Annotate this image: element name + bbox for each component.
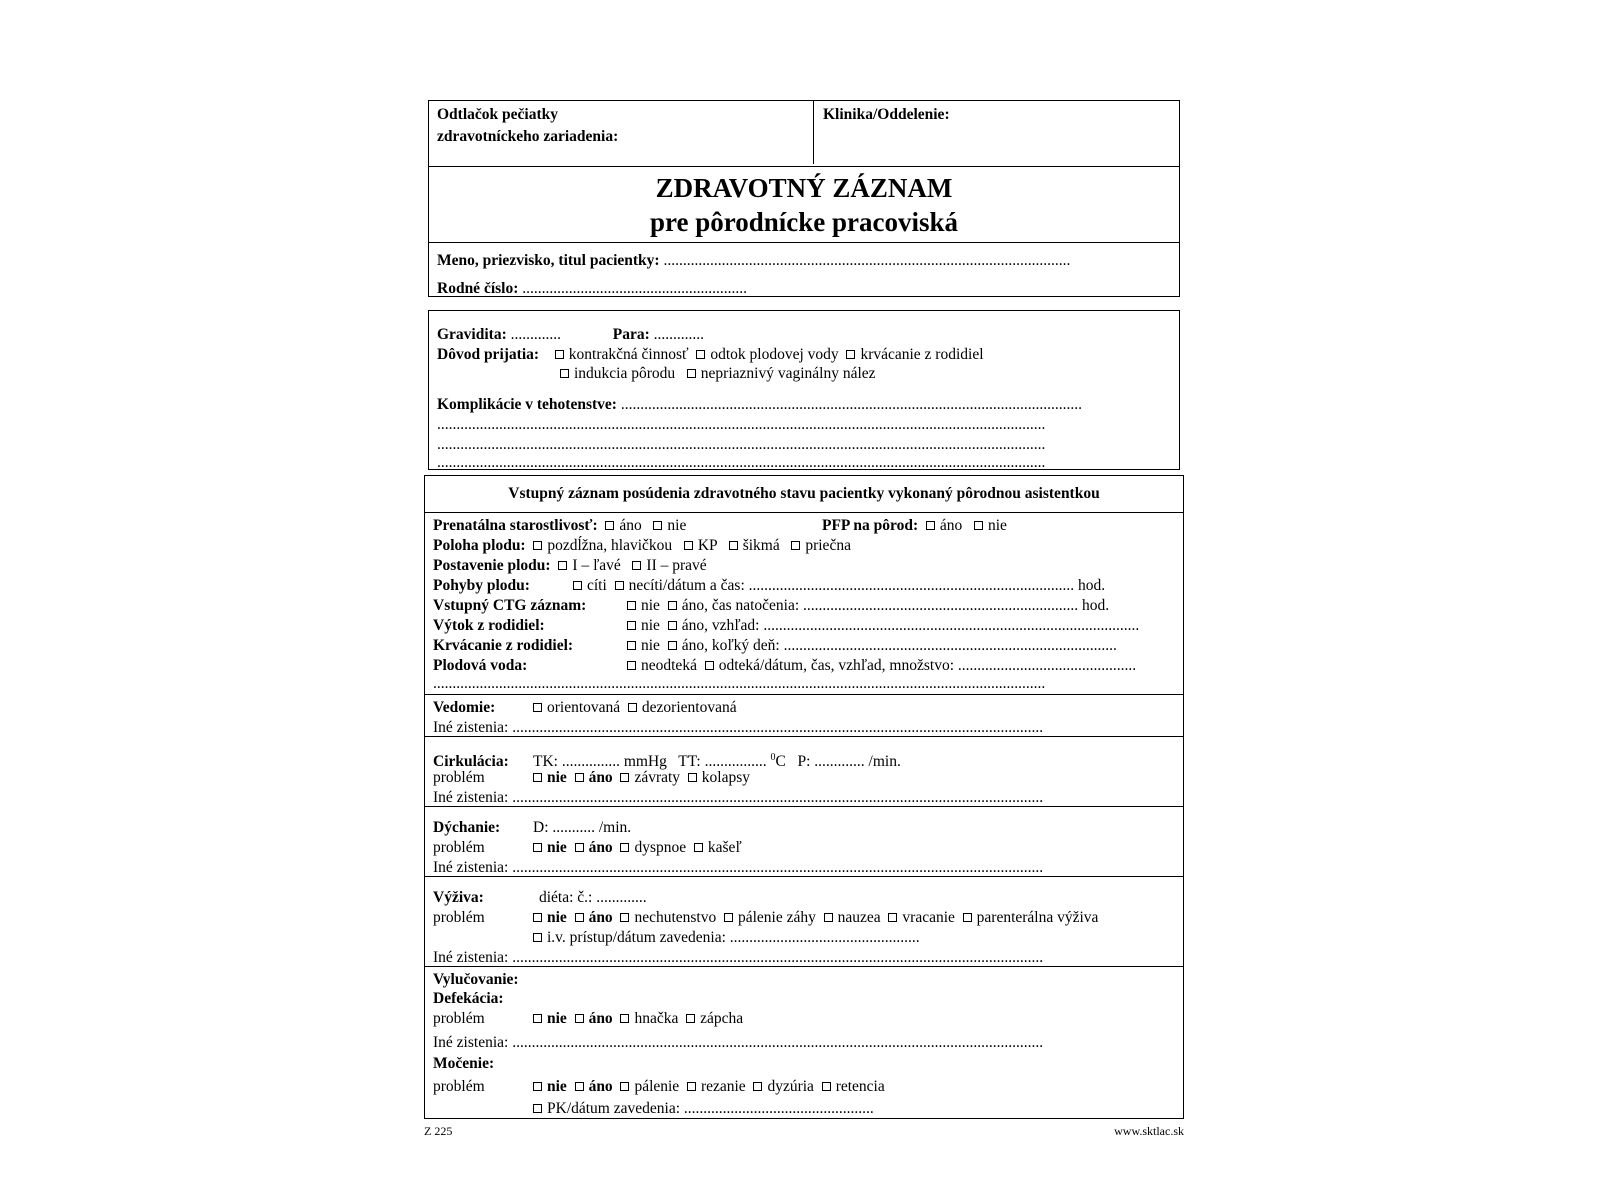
vyziva-problem-row bbox=[433, 908, 1183, 927]
checkbox[interactable] bbox=[620, 843, 629, 852]
checkbox[interactable] bbox=[668, 601, 677, 610]
prenatal-label: Prenatálna starostlivosť: bbox=[433, 517, 598, 534]
vedomie-option: orientovaná bbox=[547, 699, 621, 716]
other-findings-field[interactable]: ......................................................................................................................................... bbox=[512, 859, 1044, 876]
pfp-label: PFP na pôrod: bbox=[822, 517, 919, 534]
plodova-label: Plodová voda: bbox=[433, 657, 528, 674]
checkbox[interactable] bbox=[926, 521, 935, 530]
defekacia-other-row bbox=[433, 1033, 1183, 1052]
vytok-field[interactable]: ................................................................................................. bbox=[763, 617, 1140, 634]
checkbox[interactable] bbox=[575, 843, 584, 852]
pohyby-label: Pohyby plodu: bbox=[433, 577, 530, 594]
checkbox[interactable] bbox=[533, 773, 542, 782]
checkbox[interactable] bbox=[653, 521, 662, 530]
complications-line[interactable]: ............................................................................................................................................................. bbox=[437, 454, 1046, 471]
patient-name-field[interactable]: ......................................................................................................... bbox=[663, 252, 1071, 269]
checkbox[interactable] bbox=[628, 703, 637, 712]
vedomie-option: dezorientovaná bbox=[641, 699, 737, 716]
tt-field[interactable]: TT: ................ bbox=[678, 753, 767, 771]
dych-field[interactable]: D: ........... /min. bbox=[533, 819, 632, 836]
krvacanie-row bbox=[433, 636, 1183, 655]
gravidita-label: Gravidita: bbox=[437, 326, 507, 343]
checkbox[interactable] bbox=[575, 913, 584, 922]
moc-option: pálenie bbox=[634, 1078, 680, 1095]
checkbox[interactable] bbox=[824, 913, 833, 922]
reason-option: odtok plodovej vody bbox=[710, 346, 839, 363]
checkbox[interactable] bbox=[620, 1082, 629, 1091]
option-nie: nie bbox=[987, 517, 1007, 534]
vyziva-label: Výživa: bbox=[433, 889, 484, 906]
option-ano: áno bbox=[939, 517, 963, 534]
vyziva-option: parenterálna výživa bbox=[976, 909, 1099, 926]
reason-label: Dôvod prijatia: bbox=[437, 346, 540, 363]
checkbox[interactable] bbox=[687, 369, 696, 378]
vyziva-option: nechutenstvo bbox=[634, 909, 717, 926]
checkbox[interactable] bbox=[627, 641, 636, 650]
ctg-label: Vstupný CTG záznam: bbox=[433, 597, 587, 614]
vyziva-other-row bbox=[433, 948, 1183, 967]
option-neodteka: neodteká bbox=[641, 657, 697, 674]
complications-row bbox=[437, 395, 1179, 414]
checkbox[interactable] bbox=[687, 1082, 696, 1091]
birth-number-field[interactable]: .......................................................... bbox=[522, 280, 747, 297]
cirk-option: závraty bbox=[634, 769, 681, 786]
option-neciti: necíti/dátum a čas: bbox=[628, 577, 745, 594]
cirkulacia-other-row bbox=[433, 788, 1183, 807]
section-divider bbox=[425, 806, 1183, 807]
tt-unit: C bbox=[775, 753, 786, 771]
checkbox[interactable] bbox=[632, 561, 641, 570]
option-nie: nie bbox=[641, 637, 660, 654]
checkbox[interactable] bbox=[555, 350, 564, 359]
option-ano: áno bbox=[588, 909, 613, 926]
dychanie-problem-row bbox=[433, 838, 1183, 857]
postavenie-option: II – pravé bbox=[646, 557, 707, 574]
checkbox[interactable] bbox=[533, 1104, 542, 1113]
poloha-row bbox=[433, 536, 1183, 555]
reason-option: nepriaznivý vaginálny nález bbox=[700, 365, 876, 382]
pohyby-row bbox=[433, 576, 1183, 595]
checkbox[interactable] bbox=[729, 541, 738, 550]
cirkulacia-label: Cirkulácia: bbox=[433, 753, 509, 771]
other-findings-label: Iné zistenia: bbox=[433, 719, 509, 736]
mocenie-label: Močenie: bbox=[433, 1055, 495, 1072]
other-findings-field[interactable]: ......................................................................................................................................... bbox=[512, 719, 1044, 736]
option-krvacanie-ano: áno, koľký deň: bbox=[681, 637, 780, 654]
option-nie: nie bbox=[547, 909, 567, 926]
option-odteka: odteká/dátum, čas, vzhľad, množstvo: bbox=[718, 657, 954, 674]
header-box bbox=[428, 100, 1180, 297]
section-divider bbox=[425, 876, 1183, 877]
vyziva-option: pálenie záhy bbox=[737, 909, 816, 926]
option-nie: nie bbox=[547, 769, 567, 786]
iv-row bbox=[533, 928, 1183, 947]
cirk-option: kolapsy bbox=[701, 769, 751, 786]
website: www.sktlac.sk bbox=[1114, 1124, 1184, 1138]
checkbox[interactable] bbox=[668, 641, 677, 650]
patient-name-label: Meno, priezvisko, titul pacientky: bbox=[437, 252, 660, 269]
checkbox[interactable] bbox=[533, 843, 542, 852]
assessment-box bbox=[424, 475, 1184, 1119]
dych-option: dyspnoe bbox=[634, 839, 687, 856]
option-nie: nie bbox=[641, 597, 660, 614]
option-ano: áno bbox=[619, 517, 642, 534]
checkbox[interactable] bbox=[575, 1082, 584, 1091]
checkbox[interactable] bbox=[573, 581, 582, 590]
problem-label: problém bbox=[433, 1078, 485, 1095]
krvacanie-field[interactable]: ...................................................................................... bbox=[783, 637, 1117, 654]
reason-option: krvácanie z rodidiel bbox=[860, 346, 984, 363]
mocenie-problem-row bbox=[433, 1077, 1183, 1096]
checkbox[interactable] bbox=[620, 913, 629, 922]
vylucovanie-label: Vylučovanie: bbox=[433, 971, 519, 988]
complications-line[interactable]: ............................................................................................................................................................. bbox=[437, 436, 1046, 453]
stamp-label-2: zdravotníckeho zariadenia: bbox=[437, 128, 619, 145]
section-divider bbox=[425, 512, 1183, 513]
para-field[interactable]: ............. bbox=[653, 326, 705, 343]
iv-field[interactable]: ................................................. bbox=[729, 929, 920, 946]
postavenie-row bbox=[433, 556, 1183, 575]
admission-box bbox=[428, 310, 1180, 470]
checkbox[interactable] bbox=[615, 581, 624, 590]
checkbox[interactable] bbox=[724, 913, 733, 922]
checkbox[interactable] bbox=[533, 913, 542, 922]
section-divider bbox=[425, 736, 1183, 737]
pk-field[interactable]: ................................................. bbox=[683, 1100, 874, 1117]
checkbox[interactable] bbox=[705, 661, 714, 670]
option-ano: áno bbox=[588, 1078, 613, 1095]
pfp-row bbox=[822, 516, 1183, 535]
moc-option: rezanie bbox=[700, 1078, 746, 1095]
krvacanie-label: Krvácanie z rodidiel: bbox=[433, 637, 574, 654]
vedomie-other-row bbox=[433, 718, 1183, 737]
vytok-label: Výtok z rodidiel: bbox=[433, 617, 545, 634]
reason-row-1 bbox=[437, 345, 1179, 364]
reason-row-2 bbox=[560, 364, 1179, 383]
stamp-label-1: Odtlačok pečiatky bbox=[437, 106, 558, 123]
plodova-row bbox=[433, 656, 1183, 675]
checkbox[interactable] bbox=[974, 521, 983, 530]
p-field[interactable]: P: ............. /min. bbox=[797, 753, 901, 771]
checkbox[interactable] bbox=[822, 1082, 831, 1091]
gravidita-field[interactable]: ............. bbox=[510, 326, 561, 343]
vyziva-option: nauzea bbox=[837, 909, 881, 926]
checkbox[interactable] bbox=[558, 561, 567, 570]
pohyby-field[interactable]: .................................................................................... bbox=[748, 577, 1075, 594]
hod-label: hod. bbox=[1078, 577, 1106, 594]
reason-option: indukcia pôrodu bbox=[574, 365, 676, 382]
patient-name-row bbox=[437, 251, 1179, 270]
vyziva-option: vracanie bbox=[902, 909, 955, 926]
complications-line[interactable]: ............................................................................................................................................................. bbox=[437, 416, 1046, 433]
poloha-option: pozdĺžna, hlavičkou bbox=[547, 537, 673, 554]
option-citi: cíti bbox=[587, 577, 607, 594]
def-option: hnačka bbox=[634, 1010, 679, 1027]
checkbox[interactable] bbox=[560, 369, 569, 378]
complications-field[interactable]: ....................................................................................................................... bbox=[620, 396, 1082, 413]
option-vytok-ano: áno, vzhľad: bbox=[681, 617, 760, 634]
other-findings-field[interactable]: ......................................................................................................................................... bbox=[512, 1034, 1044, 1051]
birth-number-label: Rodné číslo: bbox=[437, 280, 519, 297]
pk-row bbox=[533, 1099, 1183, 1118]
checkbox[interactable] bbox=[686, 1014, 695, 1023]
problem-label: problém bbox=[433, 1010, 485, 1027]
checkbox[interactable] bbox=[533, 703, 542, 712]
checkbox[interactable] bbox=[688, 773, 697, 782]
postavenie-label: Postavenie plodu: bbox=[433, 557, 551, 574]
other-findings-label: Iné zistenia: bbox=[433, 1034, 509, 1051]
section-divider bbox=[425, 966, 1183, 967]
page-subtitle: pre pôrodnícke pracoviská bbox=[649, 207, 959, 237]
degree-sup: 0 bbox=[770, 752, 776, 763]
checkbox[interactable] bbox=[620, 1014, 629, 1023]
hod-label: hod. bbox=[1082, 597, 1110, 614]
problem-label: problém bbox=[433, 839, 485, 856]
birth-number-row bbox=[437, 279, 1179, 298]
poloha-option: KP bbox=[697, 537, 718, 554]
postavenie-option: I – ľavé bbox=[572, 557, 621, 574]
ctg-row bbox=[433, 596, 1183, 615]
poloha-label: Poloha plodu: bbox=[433, 537, 526, 554]
vytok-row bbox=[433, 616, 1183, 635]
header-hline-2 bbox=[429, 242, 1179, 243]
def-option: zápcha bbox=[700, 1010, 744, 1027]
problem-label: problém bbox=[433, 909, 485, 926]
tk-field[interactable]: TK: ............... mmHg bbox=[533, 753, 667, 771]
other-findings-field[interactable]: ......................................................................................................................................... bbox=[512, 949, 1044, 966]
other-findings-label: Iné zistenia: bbox=[433, 789, 509, 806]
pk-label: PK/dátum zavedenia: bbox=[547, 1100, 680, 1117]
checkbox[interactable] bbox=[888, 913, 897, 922]
option-nie: nie bbox=[547, 1010, 567, 1027]
checkbox[interactable] bbox=[533, 1014, 542, 1023]
vedomie-row bbox=[433, 698, 1183, 717]
option-nie: nie bbox=[547, 839, 567, 856]
assessment-heading: Vstupný záznam posúdenia zdravotného stavu pacientky vykonaný pôrodnou asistentkou bbox=[508, 485, 1100, 502]
moc-option: retencia bbox=[835, 1078, 885, 1095]
checkbox[interactable] bbox=[684, 541, 693, 550]
checkbox[interactable] bbox=[627, 661, 636, 670]
checkbox[interactable] bbox=[605, 521, 614, 530]
checkbox[interactable] bbox=[627, 621, 636, 630]
other-findings-label: Iné zistenia: bbox=[433, 949, 509, 966]
option-ano: áno bbox=[588, 769, 613, 786]
checkbox[interactable] bbox=[620, 773, 629, 782]
page-title: ZDRAVOTNÝ ZÁZNAM bbox=[655, 173, 953, 203]
vedomie-label: Vedomie: bbox=[433, 699, 496, 716]
ctg-field[interactable]: ....................................................................... bbox=[803, 597, 1079, 614]
reason-option: kontrakčná činnosť bbox=[568, 346, 689, 363]
option-ano: áno bbox=[588, 839, 613, 856]
checkbox[interactable] bbox=[627, 601, 636, 610]
defekacia-problem-row bbox=[433, 1009, 1183, 1028]
plodova-field[interactable]: .............................................. bbox=[957, 657, 1137, 674]
section-divider bbox=[425, 694, 1183, 695]
dychanie-other-row bbox=[433, 858, 1183, 877]
option-nie: nie bbox=[641, 617, 660, 634]
checkbox[interactable] bbox=[963, 913, 972, 922]
checkbox[interactable] bbox=[533, 541, 542, 550]
dychanie-label: Dýchanie: bbox=[433, 819, 501, 836]
form-code: Z 225 bbox=[424, 1124, 453, 1138]
moc-option: dyzúria bbox=[767, 1078, 814, 1095]
complications-label: Komplikácie v tehotenstve: bbox=[437, 396, 617, 413]
checkbox[interactable] bbox=[533, 933, 542, 942]
problem-label: problém bbox=[433, 769, 485, 786]
option-ano: áno bbox=[588, 1010, 613, 1027]
checkbox[interactable] bbox=[696, 350, 705, 359]
poloha-option: priečna bbox=[805, 537, 851, 554]
dieta-field[interactable]: diéta: č.: ............. bbox=[539, 889, 647, 906]
checkbox[interactable] bbox=[575, 773, 584, 782]
vyziva-row bbox=[433, 888, 1183, 907]
para-label: Para: bbox=[612, 326, 650, 343]
checkbox[interactable] bbox=[575, 1014, 584, 1023]
other-findings-label: Iné zistenia: bbox=[433, 859, 509, 876]
dych-option: kašeľ bbox=[707, 839, 742, 856]
gravidita-row bbox=[437, 325, 1179, 344]
option-nie: nie bbox=[547, 1078, 567, 1095]
checkbox[interactable] bbox=[694, 843, 703, 852]
header-hline-1 bbox=[429, 166, 1179, 167]
other-findings-field[interactable]: ......................................................................................................................................... bbox=[512, 789, 1044, 806]
clinic-label: Klinika/Oddelenie: bbox=[823, 106, 950, 123]
checkbox[interactable] bbox=[668, 621, 677, 630]
defekacia-label: Defekácia: bbox=[433, 990, 504, 1007]
iv-label: i.v. prístup/dátum zavedenia: bbox=[547, 929, 726, 946]
option-ctg-ano: áno, čas natočenia: bbox=[681, 597, 800, 614]
checkbox[interactable] bbox=[533, 1082, 542, 1091]
option-nie: nie bbox=[667, 517, 687, 534]
dychanie-row bbox=[433, 818, 1183, 837]
cirkulacia-problem-row bbox=[433, 768, 1183, 787]
checkbox[interactable] bbox=[791, 541, 800, 550]
checkbox[interactable] bbox=[753, 1082, 762, 1091]
checkbox[interactable] bbox=[846, 350, 855, 359]
plodova-line[interactable]: .............................................................................................................................................................. bbox=[433, 675, 1046, 692]
poloha-option: šikmá bbox=[742, 537, 780, 554]
